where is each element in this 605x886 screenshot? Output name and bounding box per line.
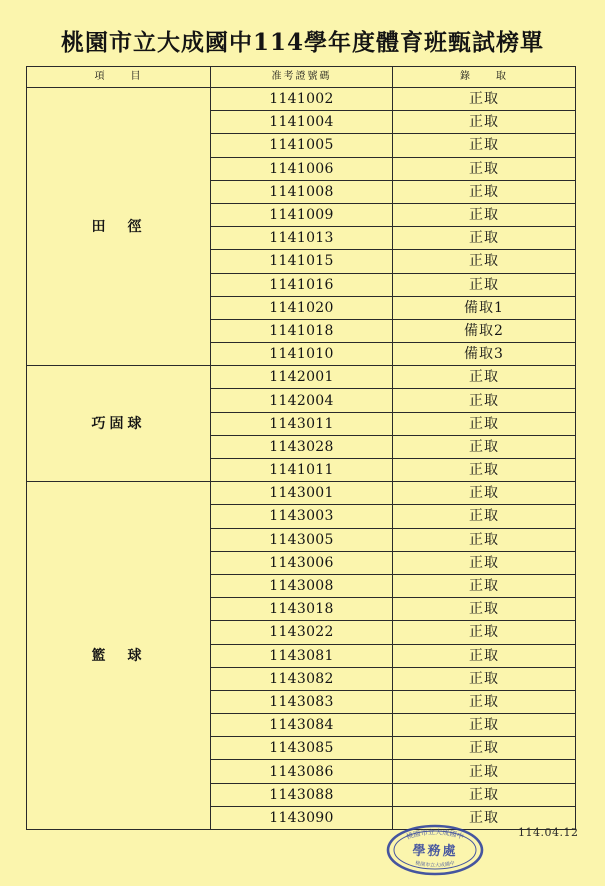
exam-number-cell: 1141016 [211, 273, 393, 296]
admission-result-cell: 正取 [393, 783, 576, 806]
admission-result-cell: 正取 [393, 482, 576, 505]
exam-number-cell: 1143084 [211, 714, 393, 737]
admission-result-cell: 正取 [393, 621, 576, 644]
exam-number-cell: 1143011 [211, 412, 393, 435]
exam-number-cell: 1143082 [211, 667, 393, 690]
admission-result-cell: 正取 [393, 528, 576, 551]
exam-number-cell: 1141020 [211, 296, 393, 319]
table-body [27, 88, 576, 830]
admission-result-cell: 正取 [393, 180, 576, 203]
table-row [27, 366, 576, 389]
exam-number-cell: 1141013 [211, 227, 393, 250]
header-admission-result: 錄 取 [393, 67, 576, 88]
admission-result-cell: 正取 [393, 574, 576, 597]
header-event: 項 目 [27, 67, 211, 88]
event-name-cell: 巧固球 [27, 366, 211, 482]
admission-result-cell: 正取 [393, 412, 576, 435]
admission-result-cell: 正取 [393, 459, 576, 482]
admission-result-cell: 正取 [393, 111, 576, 134]
exam-number-cell: 1143083 [211, 690, 393, 713]
announcement-date: 114.04.12 [518, 826, 579, 839]
event-name-cell: 籃 球 [27, 482, 211, 830]
table-row [27, 88, 576, 111]
admission-result-cell: 正取 [393, 366, 576, 389]
exam-number-cell: 1142004 [211, 389, 393, 412]
admission-result-cell: 正取 [393, 644, 576, 667]
seal-ring-text-top: 桃園市立大成國中 [405, 828, 465, 842]
admission-result-cell: 備取3 [393, 343, 576, 366]
admission-result-cell: 正取 [393, 435, 576, 458]
admission-result-cell: 正取 [393, 134, 576, 157]
admission-result-cell: 正取 [393, 598, 576, 621]
exam-number-cell: 1143003 [211, 505, 393, 528]
seal-center-text: 學務處 [412, 844, 458, 859]
exam-number-cell: 1141009 [211, 203, 393, 226]
exam-number-cell: 1141015 [211, 250, 393, 273]
exam-number-cell: 1143006 [211, 551, 393, 574]
exam-number-cell: 1143018 [211, 598, 393, 621]
admission-result-cell: 正取 [393, 760, 576, 783]
admission-list-table [26, 66, 576, 830]
admission-result-cell: 正取 [393, 737, 576, 760]
admission-result-cell: 正取 [393, 250, 576, 273]
exam-number-cell: 1141018 [211, 319, 393, 342]
admission-result-cell: 備取1 [393, 296, 576, 319]
admission-result-cell: 正取 [393, 551, 576, 574]
exam-number-cell: 1143008 [211, 574, 393, 597]
exam-number-cell: 1141008 [211, 180, 393, 203]
admission-result-cell: 備取2 [393, 319, 576, 342]
admission-result-cell: 正取 [393, 157, 576, 180]
exam-number-cell: 1143001 [211, 482, 393, 505]
exam-number-cell: 1143086 [211, 760, 393, 783]
exam-number-cell: 1141002 [211, 88, 393, 111]
admission-result-cell: 正取 [393, 714, 576, 737]
exam-number-cell: 1143088 [211, 783, 393, 806]
admission-result-cell: 正取 [393, 227, 576, 250]
exam-number-cell: 1143005 [211, 528, 393, 551]
exam-number-cell: 1143081 [211, 644, 393, 667]
exam-number-cell: 1141011 [211, 459, 393, 482]
admission-result-cell: 正取 [393, 505, 576, 528]
school-seal-stamp [385, 823, 485, 877]
admission-result-cell: 正取 [393, 273, 576, 296]
table-row [27, 482, 576, 505]
exam-number-cell: 1141005 [211, 134, 393, 157]
admission-result-cell: 正取 [393, 203, 576, 226]
header-exam-number: 准考證號碼 [211, 67, 393, 88]
exam-number-cell: 1141004 [211, 111, 393, 134]
admission-result-cell: 正取 [393, 667, 576, 690]
seal-ring-text-bottom: 桃園市立大成國中 [414, 860, 456, 869]
exam-number-cell: 1143028 [211, 435, 393, 458]
event-name-cell: 田 徑 [27, 88, 211, 366]
exam-number-cell: 1141006 [211, 157, 393, 180]
table-header-row [27, 67, 576, 88]
admission-result-cell: 正取 [393, 88, 576, 111]
exam-number-cell: 1142001 [211, 366, 393, 389]
exam-number-cell: 1143085 [211, 737, 393, 760]
exam-number-cell: 1143090 [211, 806, 393, 829]
exam-number-cell: 1141010 [211, 343, 393, 366]
admission-result-cell: 正取 [393, 806, 576, 829]
page-title: 桃園市立大成國中114學年度體育班甄試榜單 [60, 29, 544, 56]
admission-result-cell: 正取 [393, 690, 576, 713]
exam-number-cell: 1143022 [211, 621, 393, 644]
admission-result-cell: 正取 [393, 389, 576, 412]
